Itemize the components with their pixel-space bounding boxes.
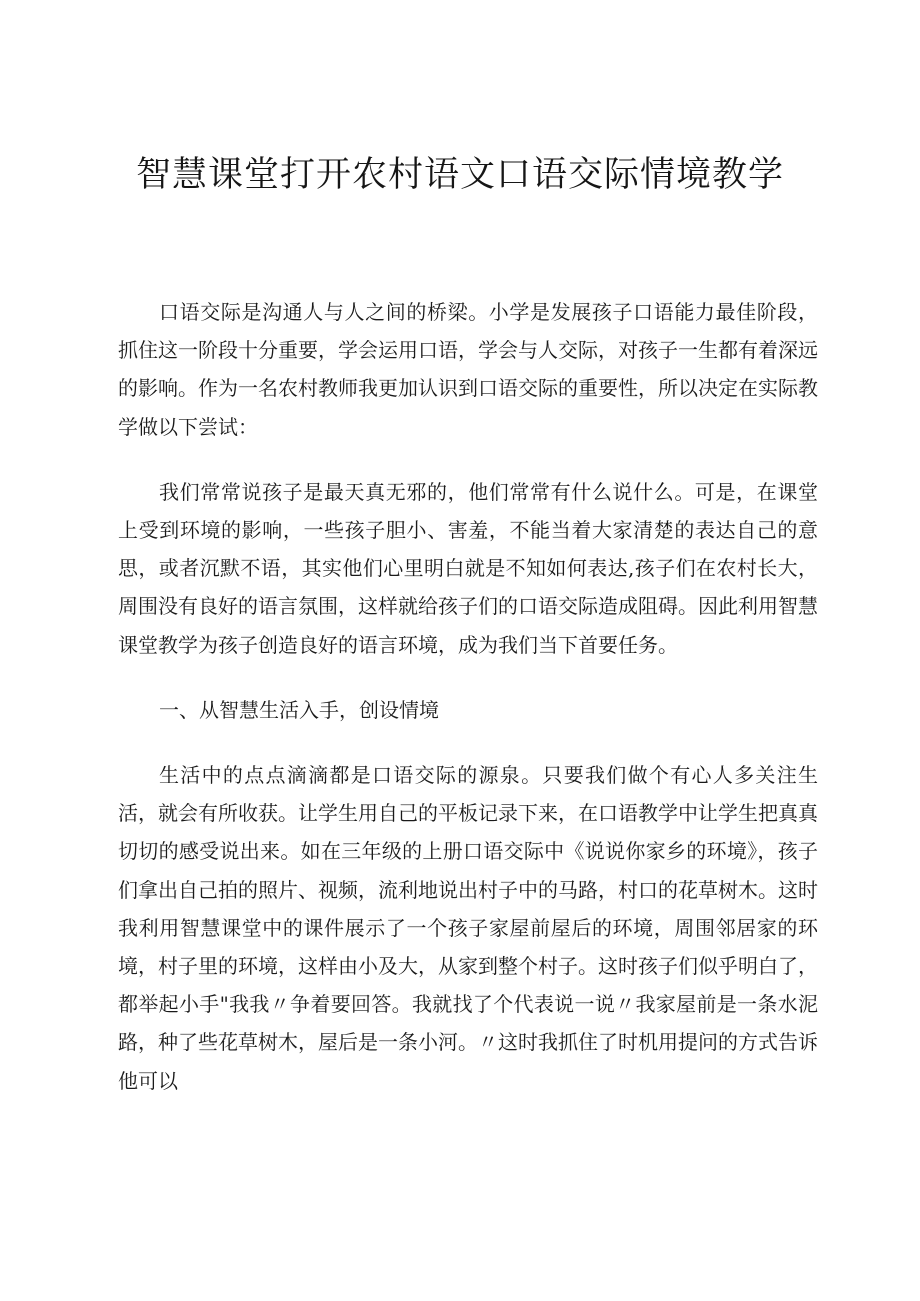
section-heading-one: 一、从智慧生活入手，创设情境 [159,697,439,722]
paragraph-intro: 口语交际是沟通人与人之间的桥梁。小学是发展孩子口语能力最佳阶段，抓住这一阶段十分重要，学会运用口语，学会与人交际，对孩子一生都有着深远的影响。作为一名农村教师我更加认识到口语交际的重要性，所以决定在实际教学做以下尝试： [118,300,818,439]
paragraph-section-one: 生活中的点点滴滴都是口语交际的源泉。只要我们做个有心人多关注生活，就会有所收获。让学生用自己的平板记录下来，在口语教学中让学生把真真切切的感受说出来。如在三年级的上册口语交际中《说说你家乡的环境》，孩子们拿出自己拍的照片、视频，流利地说出村子中的马路，村口的花草树木。这时我利用智慧课堂中的课件展示了一个孩子家屋前屋后的环境，周围邻居家的环境，村子里的环境，这样由小及大，从家到整个村子。这时孩子们似乎明白了，都举起小手"我我〃争着要回答。我就找了个代表说一说〃我家屋前是一条水泥路，种了些花草树木，屋后是一条小河。〃这时我抓住了时机用提问的方式告诉他可以 [118,763,818,1093]
document-title: 智慧课堂打开农村语文口语交际情境教学 [135,155,784,195]
document-body [118,293,818,1100]
paragraph-background: 我们常常说孩子是最天真无邪的，他们常常有什么说什么。可是，在课堂上受到环境的影响，一些孩子胆小、害羞，不能当着大家清楚的表达自己的意思，或者沉默不语，其实他们心里明白就是不知如何表达,孩子们在农村长大，周围没有良好的语言氛围，这样就给孩子们的口语交际造成阻碍。因此利用智慧课堂教学为孩子创造良好的语言环境，成为我们当下首要任务。 [118,479,818,657]
